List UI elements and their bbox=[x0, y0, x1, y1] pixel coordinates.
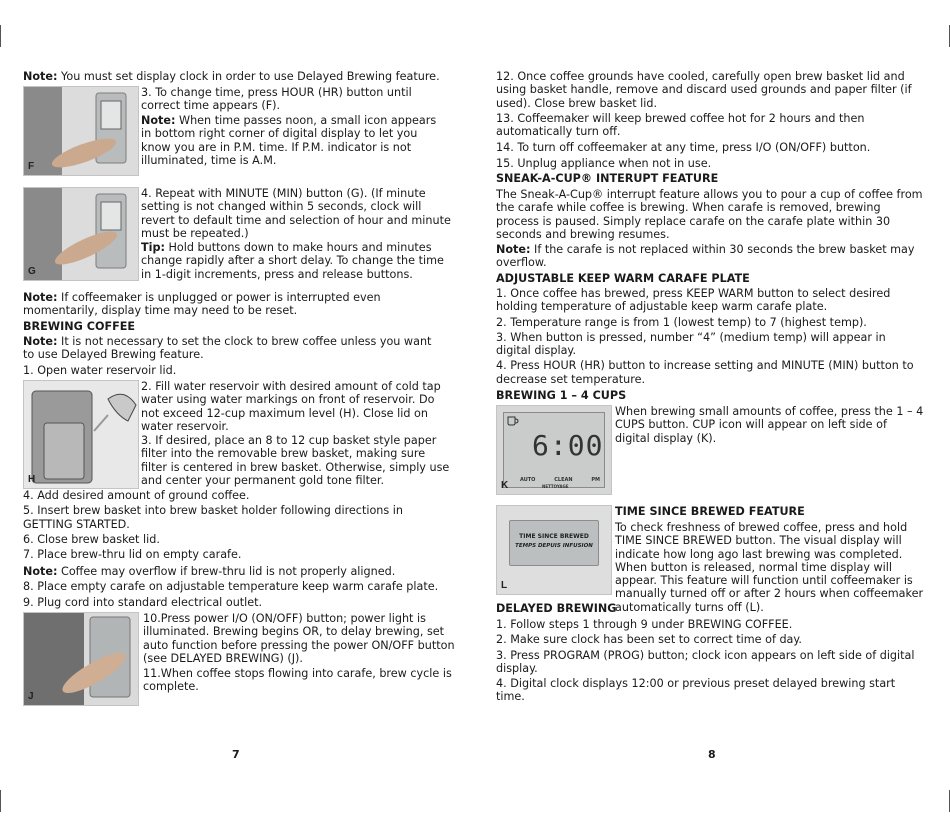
heading-brewing-coffee: BREWING COFFEE bbox=[23, 320, 136, 333]
step-4: 4. Repeat with MINUTE (MIN) button (G). (If minute setting is not changed within 5 seconds, clock will revert to default time and selection of hour and minute must be repeated.) bbox=[141, 187, 451, 240]
crop-mark bbox=[0, 25, 1, 47]
tip: Tip: Hold buttons down to make hours and minutes change rapidly after a short delay. To change the time in 1-digit increments, press and release buttons. bbox=[141, 241, 444, 281]
sneak-a-cup-text: The Sneak-A-Cup® interrupt feature allows you to pour a cup of coffee from the carafe while coffee is brewing. When carafe is removed, brewing process is paused. Simply replace carafe on the carafe plate within 30 seconds and brewing resumes. bbox=[496, 188, 923, 241]
photo-label: K bbox=[501, 480, 509, 491]
delayed-brewing-steps bbox=[496, 618, 916, 704]
note-unplug: Note: If coffeemaker is unplugged or power is interrupted even momentarily, display time may need to be reset. bbox=[23, 291, 381, 318]
delayed-step-3: 3. Press PROGRAM (PROG) button; clock icon appears on left side of digital display. bbox=[496, 648, 915, 675]
lcd-display bbox=[503, 412, 605, 488]
delayed-step-2: 2. Make sure clock has been set to correct time of day. bbox=[496, 633, 802, 647]
heading-sneak-a-cup: SNEAK-A-CUP® INTERUPT FEATURE bbox=[496, 172, 719, 185]
cup-icon bbox=[507, 416, 519, 426]
keep-warm-step-4: 4. Press HOUR (HR) button to increase setting and MINUTE (MIN) button to decrease set temperature. bbox=[496, 359, 914, 386]
brew-step-14: 14. To turn off coffeemaker at any time, press I/O (ON/OFF) button. bbox=[496, 141, 871, 154]
heading-time-since-brewed: TIME SINCE BREWED FEATURE bbox=[615, 505, 805, 518]
heading-keep-warm: ADJUSTABLE KEEP WARM CARAFE PLATE bbox=[496, 272, 750, 285]
photo-label: L bbox=[501, 580, 508, 591]
photo-label: G bbox=[28, 266, 36, 277]
brew-step-15: 15. Unplug appliance when not in use. bbox=[496, 157, 712, 170]
coffeemaker-minute-illustration bbox=[24, 188, 138, 280]
lcd-time: 6:00 bbox=[532, 429, 604, 462]
coffeemaker-clock-illustration bbox=[24, 87, 138, 175]
brew-step-11: 11.When coffee stops flowing into carafe, brew cycle is complete. bbox=[143, 667, 452, 694]
button-label-fr: TEMPS DEPUIS INFUSION bbox=[515, 543, 593, 549]
brew-step-2: 2. Fill water reservoir with desired amount of cold tap water using water markings on front of reservoir. Do not exceed 12-cup maximum level (H). Close lid on water reservoir. bbox=[141, 380, 441, 433]
photo-g bbox=[23, 187, 139, 281]
brew-step-1: 1. Open water reservoir lid. bbox=[23, 364, 177, 377]
note-carafe: Note: If the carafe is not replaced within 30 seconds the brew basket may overflow. bbox=[496, 243, 915, 270]
note-pm: Note: When time passes noon, a small icon appears in bottom right corner of digital display to let you know you are in P.M. time. If P.M. indicator is not illuminated, time is A.M. bbox=[141, 114, 437, 167]
brew-step-13: 13. Coffeemaker will keep brewed coffee hot for 2 hours and then automatically turn off. bbox=[496, 112, 865, 139]
brewing-1-4-cups-text: When brewing small amounts of coffee, press the 1 – 4 CUPS button. CUP icon will appear on left side of digital display (K). bbox=[615, 405, 924, 445]
note-brew: Note: It is not necessary to set the clock to brew coffee unless you want to use Delayed Brewing feature. bbox=[23, 335, 432, 362]
brew-step-10: 10.Press power I/O (ON/OFF) button; power light is illuminated. Brewing begins OR, to delay brewing, set auto function before pressing the power ON/OFF button (see DELAYED BREWING) (J). bbox=[143, 612, 455, 665]
keep-warm-step-1: 1. Once coffee has brewed, press KEEP WARM button to select desired holding temperature of adjustable keep warm carafe plate. bbox=[496, 287, 891, 314]
crop-mark bbox=[0, 790, 1, 812]
heading-delayed-brewing: DELAYED BREWING bbox=[496, 602, 617, 615]
keep-warm-step-2: 2. Temperature range is from 1 (lowest temp) to 7 (highest temp). bbox=[496, 315, 867, 329]
water-reservoir-illustration bbox=[24, 381, 138, 488]
photo-h bbox=[23, 380, 139, 489]
brew-step-12: 12. Once coffee grounds have cooled, carefully open brew basket lid and using basket handle, remove and discard used grounds and paper filter (if used). Close brew basket lid. bbox=[496, 70, 912, 110]
note-overflow: Note: Coffee may overflow if brew-thru lid is not properly aligned. bbox=[23, 565, 396, 578]
note-clock: Note: You must set display clock in order to use Delayed Brewing feature. bbox=[23, 70, 440, 83]
power-button-illustration bbox=[24, 613, 138, 705]
photo-f bbox=[23, 86, 139, 176]
brew-step-9: 9. Plug cord into standard electrical outlet. bbox=[23, 596, 263, 609]
lcd-indicator-fr: NETTOYAGE bbox=[542, 484, 569, 489]
brew-step-7: 7. Place brew-thru lid on empty carafe. bbox=[23, 548, 242, 562]
keep-warm-steps bbox=[496, 287, 916, 386]
time-since-brewed-button bbox=[509, 520, 599, 566]
photo-label: F bbox=[28, 161, 35, 172]
brew-step-3: 3. If desired, place an 8 to 12 cup basket style paper filter into the removable brew basket, making sure filter is centered in brew basket. Otherwise, simply use and center your permanent gold tone filter. bbox=[141, 434, 450, 487]
page-number-left: 7 bbox=[232, 748, 240, 761]
photo-label: H bbox=[28, 474, 36, 485]
lcd-indicators: AUTO CLEAN PM bbox=[520, 477, 600, 483]
delayed-step-4: 4. Digital clock displays 12:00 or previous preset delayed brewing start time. bbox=[496, 677, 896, 704]
button-label-en: TIME SINCE BREWED bbox=[519, 533, 589, 540]
keep-warm-step-3: 3. When button is pressed, number “4” (medium temp) will appear in digital display. bbox=[496, 330, 886, 358]
photo-k bbox=[496, 405, 612, 495]
brew-step-5: 5. Insert brew basket into brew basket holder following directions in GETTING STARTED. bbox=[23, 504, 403, 531]
delayed-step-1: 1. Follow steps 1 through 9 under BREWING COFFEE. bbox=[496, 618, 793, 631]
heading-brewing-1-4-cups: BREWING 1 – 4 CUPS bbox=[496, 389, 627, 402]
brew-steps-4-7 bbox=[23, 489, 453, 561]
page-number-right: 8 bbox=[708, 748, 716, 761]
time-since-brewed-text: To check freshness of brewed coffee, press and hold TIME SINCE BREWED button. The visual display will indicate how long ago last brewing was completed. When button is released, normal time display will appear. This feature will function until coffeemaker is manually turned off or after 2 hours when coffeemaker automatically turns off (L). bbox=[615, 521, 924, 614]
photo-label: J bbox=[28, 691, 34, 702]
photo-j bbox=[23, 612, 139, 706]
step-3: 3. To change time, press HOUR (HR) button until correct time appears (F). bbox=[141, 86, 412, 113]
photo-l bbox=[496, 505, 612, 595]
brew-step-6: 6. Close brew basket lid. bbox=[23, 532, 160, 546]
brew-step-8: 8. Place empty carafe on adjustable temperature keep warm carafe plate. bbox=[23, 580, 439, 593]
brew-step-4: 4. Add desired amount of ground coffee. bbox=[23, 489, 250, 502]
